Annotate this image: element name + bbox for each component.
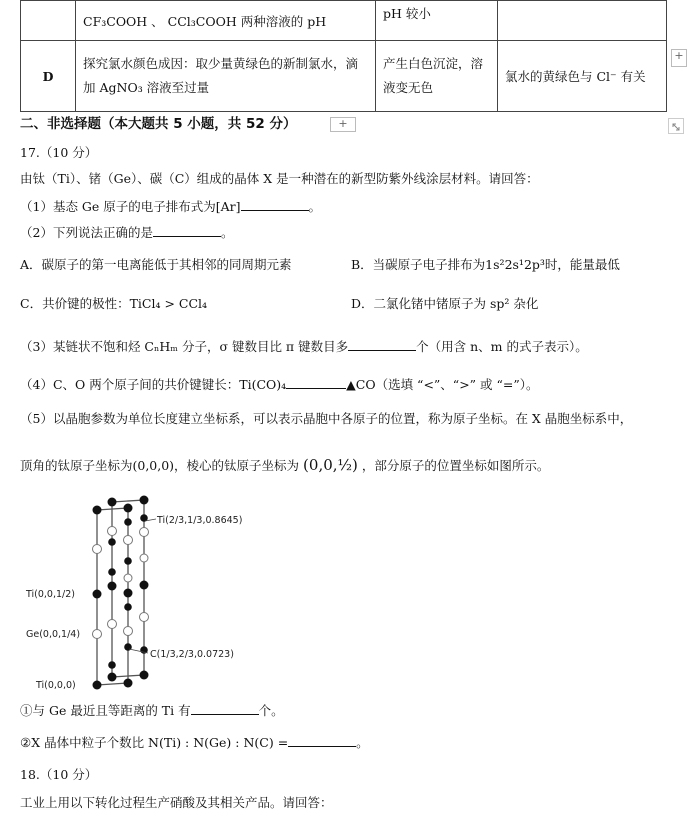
answer-blank[interactable] xyxy=(241,199,309,211)
atom-label: C(1/3,2/3,0.0723) xyxy=(150,649,234,660)
resize-glyph xyxy=(669,120,683,134)
sub-question xyxy=(20,377,539,392)
cell-line: 加 AgNO₃ 溶液至过量 xyxy=(83,80,210,95)
table-cell xyxy=(76,41,376,112)
prompt-text: 顶角的钛原子坐标为(0,0,0)，棱心的钛原子坐标为 xyxy=(20,458,300,473)
table-cell: CF₃COOH 、 CCl₃COOH 两种溶液的 pH xyxy=(76,1,376,41)
prompt-text: 。 xyxy=(356,735,369,750)
sub-question xyxy=(20,339,588,354)
atom-label: Ti(2/3,1/3,0.8645) xyxy=(157,515,243,526)
prompt-text: （2）下列说法正确的是 xyxy=(20,225,153,240)
table-cell xyxy=(376,41,498,112)
question-intro: 由钛（Ti）、锗（Ge）、碳（C）组成的晶体 X 是一种潜在的新型防紫外线涂层材料。请回答： xyxy=(20,171,539,186)
atom-label: Ti(0,0,1/2) xyxy=(26,589,75,600)
resize-handle-icon[interactable] xyxy=(668,118,684,134)
section-title: 二、非选择题（本大题共 5 小题，共 52 分） xyxy=(20,116,297,132)
sub-question xyxy=(20,735,369,750)
prompt-text: ▲CO（选填 “<”、“>” 或 “=”）。 xyxy=(346,377,539,392)
table-cell: 氯水的黄绿色与 Cl⁻ 有关 xyxy=(498,41,667,112)
prompt-text: （1）基态 Ge 原子的电子排布式为[Ar] xyxy=(20,199,241,214)
prompt-text: ①与 Ge 最近且等距离的 Ti 有 xyxy=(20,703,191,718)
table-cell-empty xyxy=(21,1,76,41)
row-label: D xyxy=(21,41,76,112)
question-number: 17.（10 分） xyxy=(20,145,98,160)
cell-line: 产生白色沉淀，溶 xyxy=(383,56,484,71)
table-cell: pH 较小 xyxy=(376,1,498,41)
cell-line: 探究氯水颜色成因：取少量黄绿色的新制氯水，滴 xyxy=(83,56,359,71)
prompt-text: （3）某链状不饱和烃 CₙHₘ 分子，σ 键数目比 π 键数目多 xyxy=(20,339,349,354)
prompt-text: 个。 xyxy=(258,703,284,718)
table-cell xyxy=(498,1,667,41)
experiment-table xyxy=(20,0,667,112)
option-d: D．二氯化锗中锗原子为 sp² 杂化 xyxy=(351,296,539,311)
sub-question: （5）以晶胞参数为单位长度建立坐标系，可以表示晶胞中各原子的位置，称为原子坐标。在 X 晶胞坐标系中， xyxy=(20,411,633,426)
answer-blank[interactable] xyxy=(153,225,221,237)
answer-blank[interactable] xyxy=(286,377,346,389)
prompt-text: ②X 晶体中粒子个数比 N(Ti) : N(Ge) : N(C) = xyxy=(20,735,289,750)
option-b: B．当碳原子电子排布为1s²2s¹2p³时，能量最低 xyxy=(351,257,620,272)
answer-blank[interactable] xyxy=(191,703,259,715)
prompt-text: ，部分原子的位置坐标如图所示。 xyxy=(361,458,550,473)
answer-blank[interactable] xyxy=(348,339,416,351)
sub-question: （1）基态 Ge 原子的电子排布式为[Ar] 。 xyxy=(20,199,322,214)
crystal-cell-figure xyxy=(20,490,320,695)
sub-question xyxy=(20,703,284,718)
add-row-button[interactable]: + xyxy=(330,117,356,132)
coordinate-fraction: (0,0,½) xyxy=(303,456,358,474)
prompt-text: 个（用含 n、m 的式子表示）。 xyxy=(416,339,588,354)
answer-blank[interactable] xyxy=(288,735,356,747)
option-a: A．碳原子的第一电离能低于其相邻的同周期元素 xyxy=(20,257,292,272)
question-intro: 工业上用以下转化过程生产硝酸及其相关产品。请回答： xyxy=(20,795,333,810)
question-number: 18.（10 分） xyxy=(20,767,98,782)
option-c: C．共价键的极性：TiCl₄ > CCl₄ xyxy=(20,296,208,311)
add-row-button[interactable]: + xyxy=(671,49,687,67)
sub-question: （2）下列说法正确的是 。 xyxy=(20,225,234,240)
prompt-text: （4）C、O 两个原子间的共价键键长：Ti(CO)₄ xyxy=(20,377,287,392)
atom-label: Ti(0,0,0) xyxy=(36,680,76,691)
sub-question xyxy=(20,458,549,473)
atom-label: Ge(0,0,1/4) xyxy=(26,629,81,640)
cell-line: 液变无色 xyxy=(383,80,434,95)
